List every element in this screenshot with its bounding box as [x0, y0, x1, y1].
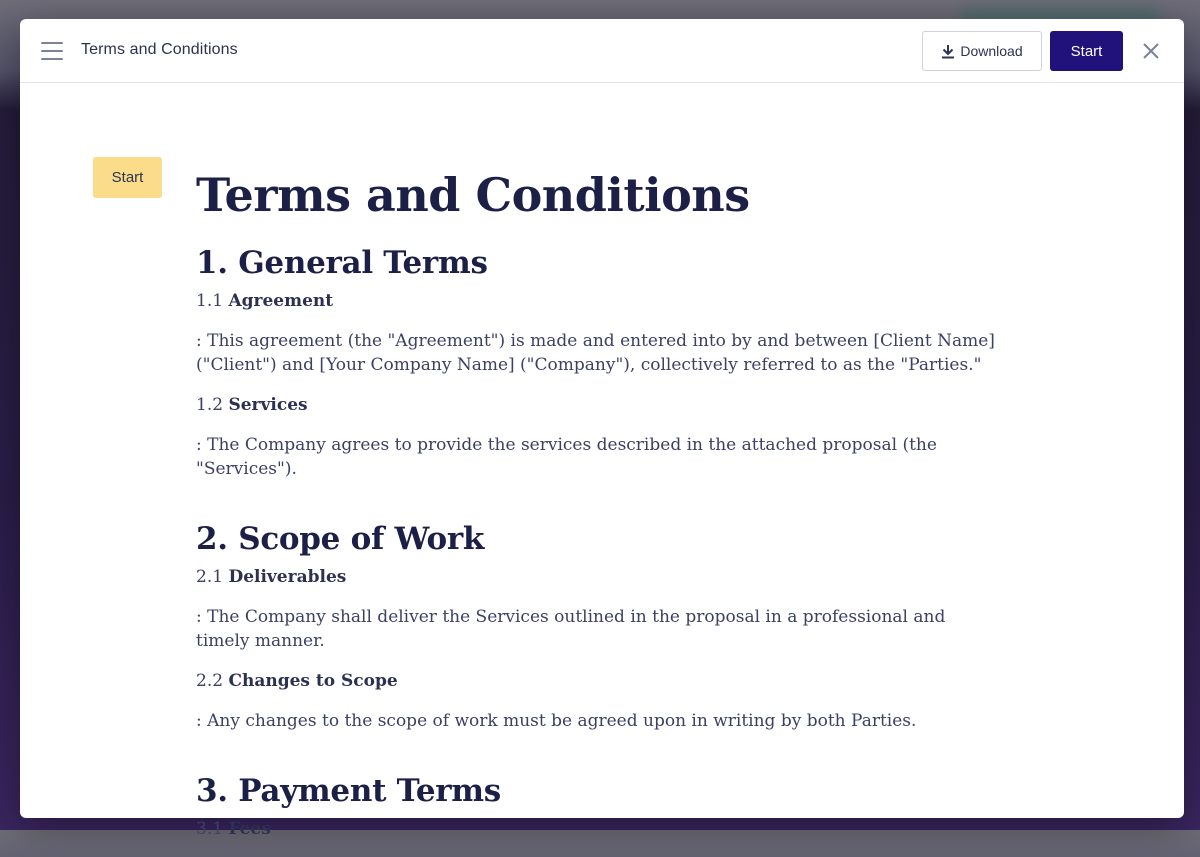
download-label: Download	[960, 43, 1023, 59]
close-icon[interactable]	[1140, 40, 1162, 62]
document-content	[20, 83, 1184, 839]
start-tag[interactable]: Start	[93, 157, 162, 198]
section-heading: 3. Payment Terms	[196, 773, 501, 809]
clause-number: 3.1	[196, 819, 229, 839]
clause-title: Changes to Scope	[228, 671, 398, 691]
download-icon	[941, 44, 955, 59]
section-heading: 2. Scope of Work	[196, 521, 485, 557]
clause-heading	[196, 669, 996, 693]
clause-title: Services	[228, 395, 308, 415]
clause-text: : The Company agrees to provide the services described in the attached proposal (the "Services").	[196, 435, 937, 479]
start-button[interactable]: Start	[1050, 31, 1123, 71]
clause-title: Deliverables	[228, 567, 347, 587]
clause-number: 1.1	[196, 291, 229, 311]
clause-text: : Any changes to the scope of work must be agreed upon in writing by both Parties.	[196, 711, 917, 731]
clause-title: Fees	[228, 819, 271, 839]
section-heading: 1. General Terms	[196, 245, 488, 281]
hamburger-icon[interactable]	[40, 40, 64, 62]
document-title: Terms and Conditions	[196, 168, 750, 222]
download-button[interactable]	[922, 31, 1042, 71]
document-body	[196, 161, 996, 857]
modal-header	[20, 19, 1184, 83]
clause-heading	[196, 289, 996, 313]
clause-number: 2.1	[196, 567, 229, 587]
document-modal	[20, 19, 1184, 839]
clause-heading	[196, 393, 996, 417]
clause-heading	[196, 817, 996, 841]
clause-number: 1.2	[196, 395, 229, 415]
modal-title: Terms and Conditions	[81, 41, 238, 58]
clause-text: : The Company shall deliver the Services outlined in the proposal in a professional and timely manner.	[196, 607, 946, 651]
clause-title: Agreement	[228, 291, 334, 311]
clause-number: 2.2	[196, 671, 229, 691]
clause-heading	[196, 565, 996, 589]
clause-text: : This agreement (the "Agreement") is made and entered into by and between [Client Name] ("Client") and [Your Company Name] ("Company"), collectively referred to as the "Parties."	[196, 331, 995, 375]
